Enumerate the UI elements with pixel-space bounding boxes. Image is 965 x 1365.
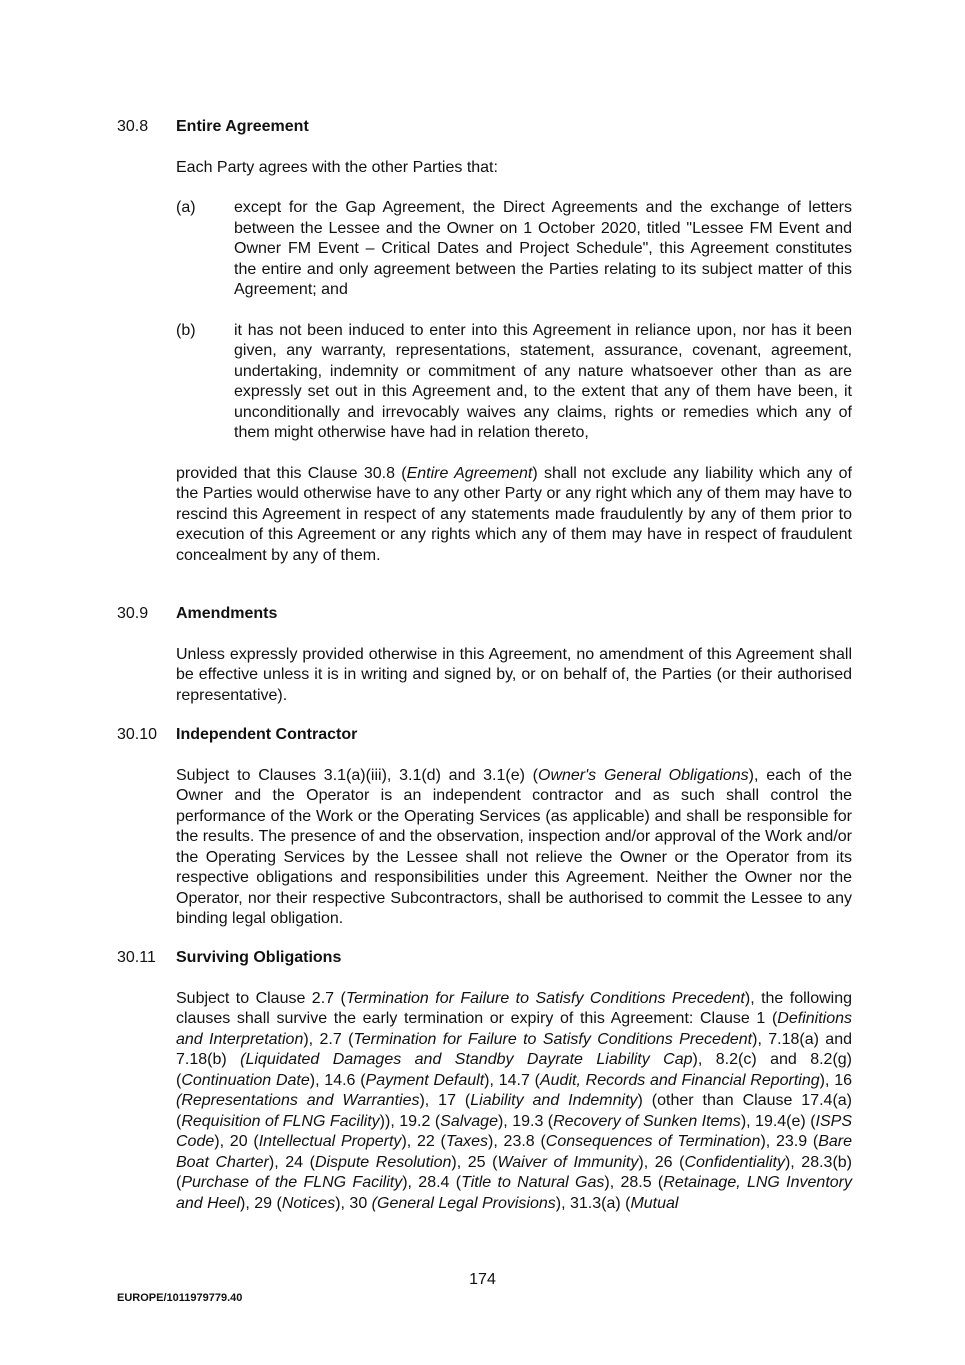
- document-reference: EUROPE/1011979779.40: [117, 1292, 243, 1304]
- clause-heading: Independent Contractor: [176, 726, 358, 743]
- clause-reference-title: Intellectual Property: [258, 1133, 402, 1150]
- text-segment: )), 19.2 (: [379, 1112, 441, 1130]
- clause-reference-title: Bare Boat Charter: [176, 1133, 853, 1171]
- text-segment: ), 31.3(a) (: [555, 1194, 631, 1212]
- clause-reference-title: Termination for Failure to Satisfy Conditions Precedent: [353, 1030, 753, 1048]
- text-segment: Subject to Clause 2.7 (: [176, 989, 346, 1007]
- clause-reference-title: Consequences of Termination: [545, 1133, 761, 1150]
- text-segment: ), 25 (: [451, 1153, 498, 1171]
- text-segment: ), 14.6 (: [309, 1071, 366, 1089]
- clause-heading: Entire Agreement: [176, 118, 309, 135]
- clause-30-11: [117, 948, 852, 1214]
- text-segment: ), 28.5 (: [604, 1174, 664, 1191]
- list-item-a: [176, 198, 852, 301]
- clause-reference-title: Waiver of Immunity: [497, 1153, 639, 1171]
- clause-text: [176, 989, 852, 1215]
- proviso-paragraph: provided that this Clause 30.8 (Entire Agreement) shall not exclude any liability which any of the Parties would otherwise have to any other Party or any right which any of them may have to rescind this Agreement in respect of any statements made fraudulently by any of them prior to execution of this Agreement or any rights which any of them may have in respect of fraudulent concealment by any of them.: [176, 464, 852, 564]
- clause-reference-title: Title to Natural Gas: [461, 1174, 605, 1191]
- clause-reference-title: (General Legal Provisions: [371, 1194, 556, 1212]
- text-segment: ), the following clauses shall survive the early termination or expiry of this Agreement: Clause 1 (: [176, 989, 853, 1027]
- list-item-b: [176, 321, 852, 444]
- clause-heading: Surviving Obligations: [176, 949, 342, 966]
- clause-reference-title: Salvage: [440, 1112, 498, 1130]
- clause-reference-title: Taxes: [445, 1133, 488, 1150]
- text-segment: ), 17 (: [419, 1092, 471, 1109]
- clause-reference-title: Requisition of FLNG Facility: [181, 1112, 380, 1130]
- clause-number: 30.8: [117, 118, 149, 135]
- clause-intro: Each Party agrees with the other Parties that:: [176, 158, 498, 176]
- clause-heading: Amendments: [176, 605, 278, 622]
- item-text: it has not been induced to enter into this Agreement in reliance upon, nor has it been given, any warranty, representations, statement, assurance, covenant, agreement, undertaking, indemnity or commitment of any nature whatsoever other than as are expressly set out in this Agreement and, to the extent that any of them have been, it unconditionally and irrevocably waives any claims, rights or remedies which any of them might otherwise have had in relation thereto,: [234, 321, 852, 441]
- clause-30-8: [117, 117, 852, 566]
- text-segment: ), 19.4(e) (: [740, 1112, 816, 1130]
- clause-reference-title: (Liquidated Damages and Standby Dayrate Liability Cap: [240, 1051, 693, 1068]
- clause-30-9: [117, 604, 852, 706]
- item-label: (a): [176, 199, 196, 216]
- clause-reference-title: Continuation Date: [181, 1071, 310, 1089]
- text-segment: ), 29 (: [240, 1194, 282, 1212]
- clause-reference-title: Confidentiality: [684, 1153, 785, 1171]
- text-segment: ), 19.3 (: [497, 1112, 554, 1130]
- text-segment: ), 20 (: [214, 1133, 259, 1150]
- text-segment: ), 26 (: [638, 1153, 685, 1171]
- item-label: (b): [176, 321, 196, 339]
- clause-reference-title: (Representations and Warranties: [176, 1092, 420, 1109]
- text-segment: ), 23.8 (: [488, 1133, 546, 1150]
- clause-reference-title: Purchase of the FLNG Facility: [181, 1174, 403, 1191]
- clause-reference-title: Audit, Records and Financial Reporting: [539, 1071, 820, 1089]
- text-segment: ), 2.7 (: [303, 1030, 354, 1048]
- clause-reference-title: ISPS Code: [176, 1112, 852, 1150]
- clause-reference-title: Definitions and Interpretation: [176, 1010, 852, 1048]
- clause-number: 30.10: [117, 726, 158, 743]
- clause-text: Subject to Clauses 3.1(a)(iii), 3.1(d) and 3.1(e) (Owner's General Obligations), each of the Owner and the Operator is an independent contractor and as such shall control the performance of the Work or the Operating Services (as applicable) and shall be responsible for the results. The presence of and the observation, inspection and/or approval of the Work and/or the Operating Services by the Lessee shall not relieve the Owner or the Operator from its respective obligations and responsibilities under this Agreement. Neither the Owner nor the Operator, nor their respective Subcontractors, shall be authorised to commit the Lessee to any binding legal obligation.: [176, 766, 852, 927]
- clause-reference-title: Payment Default: [365, 1071, 485, 1089]
- clause-number: 30.11: [117, 949, 156, 966]
- text-segment: ), 14.7 (: [484, 1071, 540, 1089]
- text-segment: ), 24 (: [268, 1153, 315, 1171]
- text-segment: ), 7.18(a) and 7.18(b): [176, 1030, 853, 1068]
- clause-30-10: [117, 725, 852, 930]
- text-segment: ), 22 (: [401, 1133, 446, 1150]
- text-segment: ), 16: [819, 1071, 853, 1089]
- clause-reference-title: Notices: [281, 1194, 336, 1212]
- clause-reference-title: Liability and Indemnity: [470, 1092, 638, 1109]
- item-text: except for the Gap Agreement, the Direct Agreements and the exchange of letters between the Lessee and the Owner on 1 October 2020, titled "Lessee FM Event and Owner FM Event – Critical Dates and Project Schedule", this Agreement constitutes the entire and only agreement between the Parties relating to its subject matter of this Agreement; and: [234, 199, 852, 298]
- text-segment: ), 28.3(b) (: [176, 1153, 852, 1191]
- clause-text: Unless expressly provided otherwise in this Agreement, no amendment of this Agreement shall be effective unless it is in writing and signed by, or on behalf of, the Parties (or their authorised representative).: [176, 645, 852, 704]
- text-segment: ), 23.9 (: [760, 1133, 819, 1150]
- page-number: 174: [469, 1271, 496, 1288]
- text-segment: ), 30: [335, 1194, 372, 1212]
- clause-number: 30.9: [117, 605, 149, 622]
- clause-reference-title: Retainage, LNG Inventory and Heel: [176, 1174, 852, 1212]
- clause-reference-title: Dispute Resolution: [314, 1153, 452, 1171]
- clause-reference-title: Termination for Failure to Satisfy Conditions Precedent: [345, 989, 745, 1007]
- text-segment: ) (other than Clause 17.4(a) (: [176, 1092, 852, 1130]
- clause-reference-title: Recovery of Sunken Items: [553, 1112, 741, 1130]
- clause-reference-title: Mutual: [630, 1194, 679, 1212]
- text-segment: ), 8.2(c) and 8.2(g) (: [176, 1051, 853, 1089]
- text-segment: ), 28.4 (: [402, 1174, 462, 1191]
